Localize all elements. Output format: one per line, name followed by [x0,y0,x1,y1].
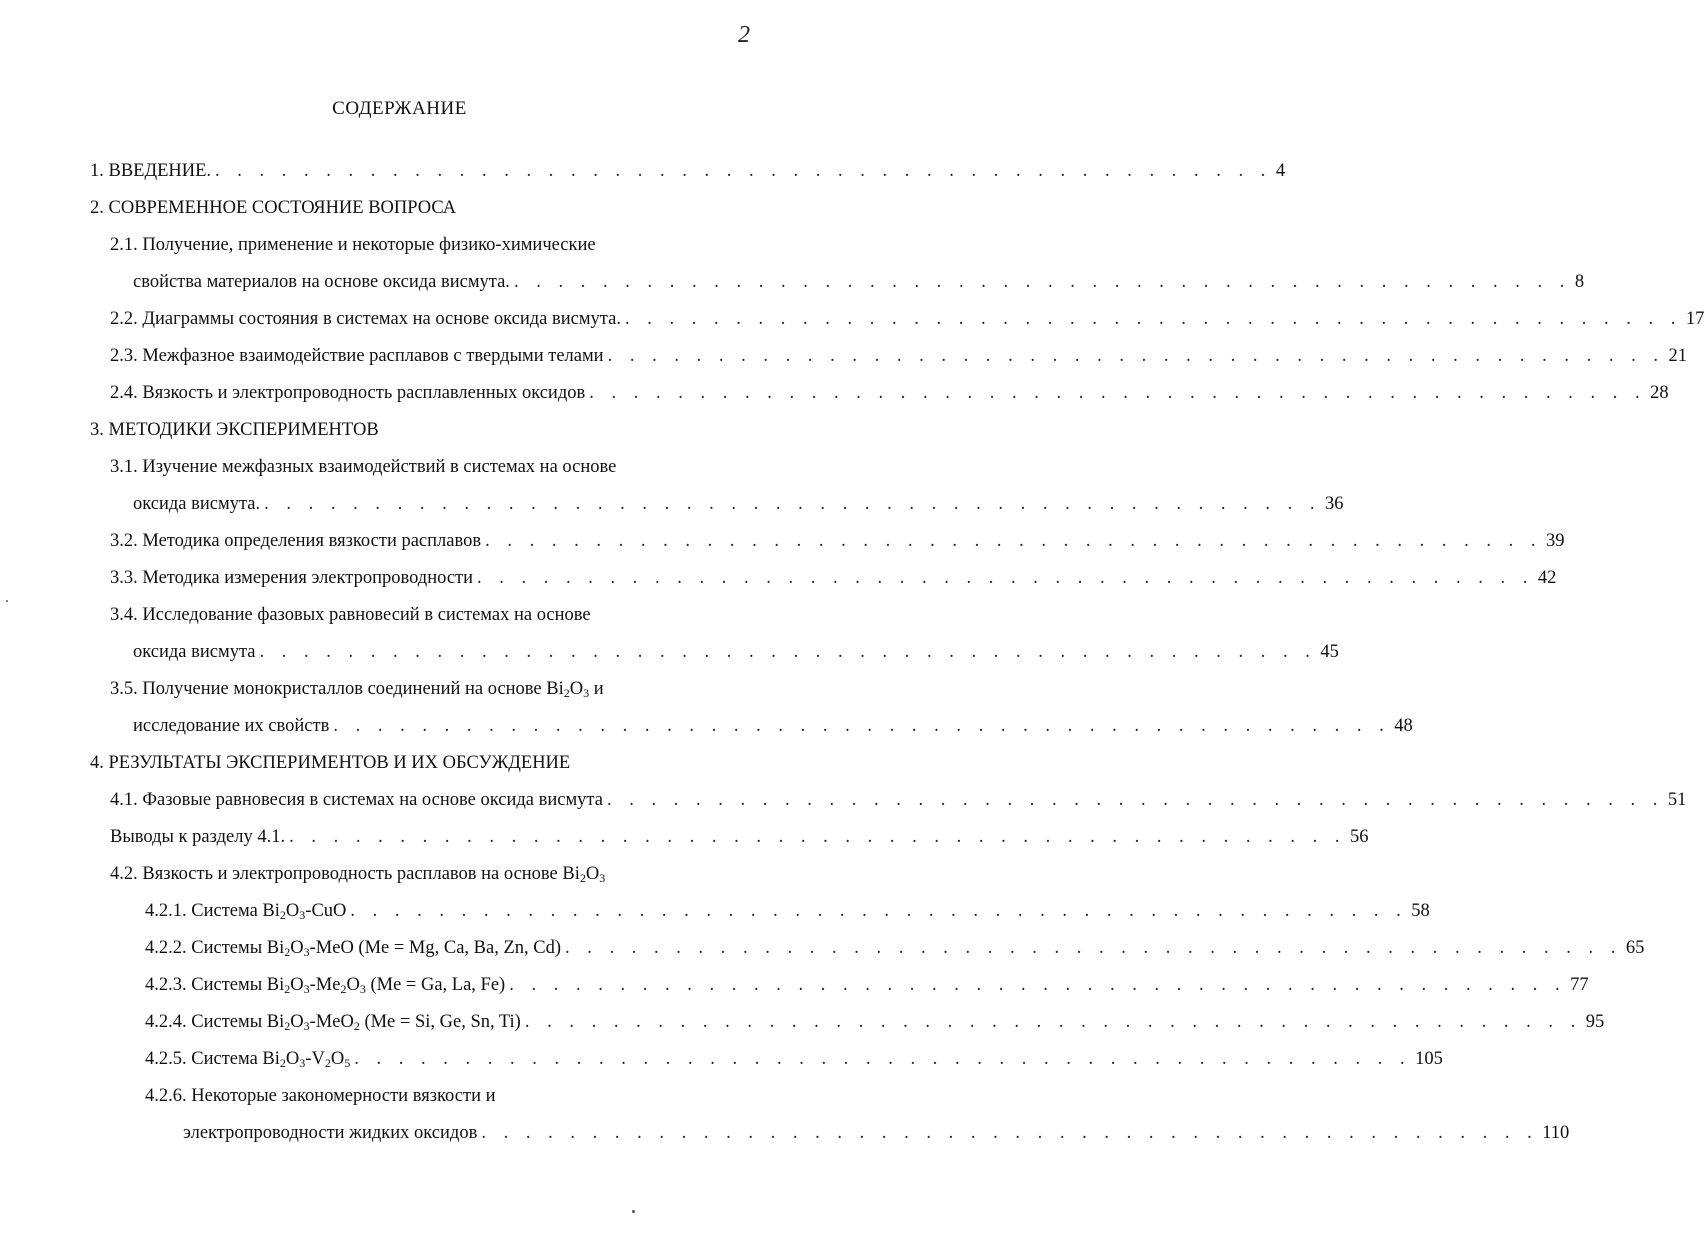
entry-text: электропроводности жидких оксидов [183,1123,478,1143]
entry-text: 2.2. Диаграммы состояния в системах на основе оксида висмута. [110,309,621,329]
entry-text: 4.2.2. Системы $Bi_2O_3$-MeO (Me = Mg, Ca, Ba, Zn, Cd) [145,938,562,959]
toc-entry-conclusions-4-1[interactable] [110,826,1369,848]
entry-page: 39 [1545,531,1565,551]
toc-entry-3-5-line2[interactable] [133,715,1413,737]
entry-page: 51 [1667,790,1687,810]
toc-section-3[interactable] [90,419,379,441]
dot-leader: . . . . . . . . . . . . . . . . . . . . . . . . . . . . . . . . . . . . . . . . . . . . . . . . [524,1012,1582,1032]
entry-text: 1. ВВЕДЕНИЕ. [90,161,212,181]
entry-text: оксида висмута. [133,494,261,514]
dot-leader: . . . . . . . . . . . . . . . . . . . . . . . . . . . . . . . . . . . . . . . . . . . . . . . . [607,346,1665,366]
toc-entry-3-3[interactable] [110,567,1557,589]
entry-page: 95 [1585,1012,1605,1032]
toc-entry-4-2-2[interactable] [145,937,1645,959]
entry-page: 17 [1685,309,1704,329]
entry-page: 56 [1349,827,1369,847]
entry-text: 2.4. Вязкость и электропроводность расплавленных оксидов [110,383,586,403]
toc-entry-4-2[interactable] [110,863,605,885]
toc-entry-introduction[interactable] [90,160,1286,182]
dot-leader: . . . . . . . . . . . . . . . . . . . . . . . . . . . . . . . . . . . . . . . . . . . . . . . . [509,975,1567,995]
entry-text: 3.3. Методика измерения электропроводности [110,568,474,588]
entry-text: свойства материалов на основе оксида висмута. [133,272,510,292]
toc-entry-4-1[interactable] [110,789,1687,811]
entry-page: 48 [1394,716,1413,736]
entry-text: 4.2. Вязкость и электропроводность расплавов на основе $Bi_2O_3$ [110,864,606,885]
toc-entry-3-4-line2[interactable] [133,641,1339,663]
entry-text: исследование их свойств [133,716,330,736]
entry-page: 28 [1650,383,1669,403]
entry-text: 3.1. Изучение межфазных взаимодействий в системах на основе [110,457,617,477]
toc-entry-3-1-line2[interactable] [133,493,1344,515]
toc-entry-4-2-4[interactable] [145,1011,1605,1033]
dot-leader: . . . . . . . . . . . . . . . . . . . . . . . . . . . . . . . . . . . . . . . . . . . . . . . . [513,272,1571,292]
toc-entry-3-1-line1[interactable] [110,456,616,478]
entry-text: оксида висмута [133,642,256,662]
entry-text: 2. СОВРЕМЕННОЕ СОСТОЯНИЕ ВОПРОСА [90,198,457,218]
toc-entry-4-2-6-line2[interactable] [183,1122,1570,1144]
entry-page: 36 [1324,494,1344,514]
entry-page: 58 [1411,901,1430,921]
entry-page: 42 [1537,568,1557,588]
scan-speck [6,600,8,602]
toc-entry-4-2-6-line1[interactable] [145,1085,496,1107]
entry-page: 21 [1668,346,1687,366]
entry-page: 105 [1415,1049,1443,1069]
entry-text: 4.2.6. Некоторые закономерности вязкости и [145,1086,496,1106]
dot-leader: . . . . . . . . . . . . . . . . . . . . . . . . . . . . . . . . . . . . . . . . . . . . . . . . [606,790,1664,810]
entry-text: 4.2.4. Системы $Bi_2O_3-MeO_2$ (Me = Si, Ge, Sn, Ti) [145,1012,521,1033]
entry-text: 2.1. Получение, применение и некоторые физико-химические [110,235,596,255]
entry-text: Выводы к разделу 4.1. [110,827,286,847]
entry-page: 8 [1574,272,1585,292]
entry-text: 2.3. Межфазное взаимодействие расплавов с твердыми телами [110,346,604,366]
page-number: 2 [738,22,750,48]
dot-leader: . . . . . . . . . . . . . . . . . . . . . . . . . . . . . . . . . . . . . . . . . . . . . . . . [333,716,1391,736]
dot-leader: . . . . . . . . . . . . . . . . . . . . . . . . . . . . . . . . . . . . . . . . . . . . . . . . [264,494,1321,514]
entry-text: 4.2.3. Системы $Bi_2O_3-Me_2O_3$ (Me = Ga, La, Fe) [145,975,506,996]
entry-page: 77 [1570,975,1589,995]
toc-section-2[interactable] [90,197,456,219]
dot-leader: . . . . . . . . . . . . . . . . . . . . . . . . . . . . . . . . . . . . . . . . . . . . . . . . [259,642,1317,662]
dot-leader: . . . . . . . . . . . . . . . . . . . . . . . . . . . . . . . . . . . . . . . . . . . . . . . . [481,1123,1539,1143]
toc-section-4[interactable] [90,752,570,774]
toc-entry-2-4[interactable] [110,382,1669,404]
toc-entry-2-2[interactable] [110,308,1704,330]
toc-entry-3-5-line1[interactable] [110,678,604,700]
toc-entry-4-2-3[interactable] [145,974,1589,996]
toc-entry-2-3[interactable] [110,345,1687,367]
dot-leader: . . . . . . . . . . . . . . . . . . . . . . . . . . . . . . . . . . . . . . . . . . . . . . . . [354,1049,1412,1069]
dot-leader: . . . . . . . . . . . . . . . . . . . . . . . . . . . . . . . . . . . . . . . . . . . . . . . . [215,161,1272,181]
dot-leader: . . . . . . . . . . . . . . . . . . . . . . . . . . . . . . . . . . . . . . . . . . . . . . . . [289,827,1346,847]
entry-text: 4.2.1. Система $Bi_2O_3$-CuO [145,901,347,922]
entry-page: 45 [1320,642,1339,662]
entry-text: 3.5. Получение монокристаллов соединений на основе $Bi_2O_3$ и [110,679,604,700]
page-title: СОДЕРЖАНИЕ [332,98,467,119]
entry-text: 3.2. Методика определения вязкости расплавов [110,531,482,551]
dot-leader: . . . . . . . . . . . . . . . . . . . . . . . . . . . . . . . . . . . . . . . . . . . . . . . . [350,901,1408,921]
dot-leader: . . . . . . . . . . . . . . . . . . . . . . . . . . . . . . . . . . . . . . . . . . . . . . . . [565,938,1622,958]
entry-page: 110 [1542,1123,1570,1143]
toc-entry-3-4-line1[interactable] [110,604,591,626]
entry-text: 3.4. Исследование фазовых равновесий в системах на основе [110,605,591,625]
entry-text: 4.2.5. Система $Bi_2O_3-V_2O_5$ [145,1049,351,1070]
toc-entry-2-1-line2[interactable] [133,271,1585,293]
dot-leader: . . . . . . . . . . . . . . . . . . . . . . . . . . . . . . . . . . . . . . . . . . . . . . . . [477,568,1534,588]
entry-text: 3. МЕТОДИКИ ЭКСПЕРИМЕНТОВ [90,420,379,440]
toc-entry-2-1-line1[interactable] [110,234,596,256]
dot-leader: . . . . . . . . . . . . . . . . . . . . . . . . . . . . . . . . . . . . . . . . . . . . . . . . [589,383,1647,403]
entry-text: 4. РЕЗУЛЬТАТЫ ЭКСПЕРИМЕНТОВ И ИХ ОБСУЖДЕНИЕ [90,753,571,773]
toc-entry-3-2[interactable] [110,530,1565,552]
entry-page: 4 [1275,161,1286,181]
toc-entry-4-2-5[interactable] [145,1048,1443,1070]
toc-entry-4-2-1[interactable] [145,900,1430,922]
entry-page: 65 [1625,938,1645,958]
dot-leader: . . . . . . . . . . . . . . . . . . . . . . . . . . . . . . . . . . . . . . . . . . . . . . . . [485,531,1542,551]
scan-speck [632,1210,635,1213]
entry-text: 4.1. Фазовые равновесия в системах на основе оксида висмута [110,790,603,810]
dot-leader: . . . . . . . . . . . . . . . . . . . . . . . . . . . . . . . . . . . . . . . . . . . . . . . . [624,309,1682,329]
